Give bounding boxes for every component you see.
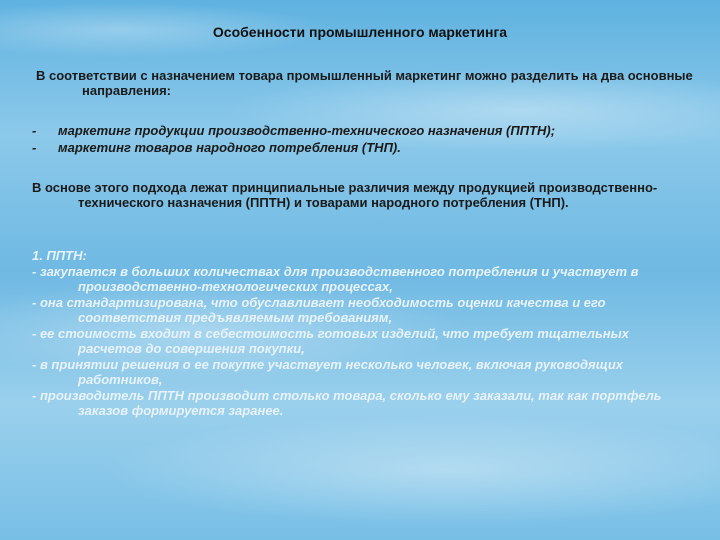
pptn-heading: 1. ППТН:: [32, 248, 87, 263]
slide-title: Особенности промышленного маркетинга: [212, 24, 508, 40]
basis-paragraph: [32, 180, 696, 210]
basis-text: В основе этого подхода лежат принципиальные различия между продукцией производственно-технического назначения (ППТН) и товарами народного потребления (ТНП).: [32, 180, 658, 210]
list-item: - закупается в больших количествах для производственного потребления и участвует в производственно-технологических процессах,: [32, 264, 639, 294]
list-dash: -: [32, 140, 37, 155]
list-dash: -: [32, 123, 37, 138]
direction-text: маркетинг товаров народного потребления (ТНП).: [58, 140, 401, 155]
directions-list: [32, 123, 696, 157]
list-item: - она стандартизирована, что обуславливает необходимость оценки качества и его соответствия предъявляемым требованиям,: [32, 295, 606, 325]
pptn-section: [32, 248, 696, 419]
list-item: [32, 140, 696, 157]
list-item: - производитель ППТН производит столько товара, сколько ему заказали, так как портфель заказов формируется заранее.: [32, 388, 662, 418]
intro-paragraph: [36, 68, 700, 98]
list-item: - в принятии решения о ее покупке участвует несколько человек, включая руководящих работников,: [32, 357, 624, 387]
intro-text: В соответствии с назначением товара промышленный маркетинг можно разделить на два основные направления:: [36, 68, 693, 98]
list-item: - ее стоимость входит в себестоимость готовых изделий, что требует тщательных расчетов до совершения покупки,: [32, 326, 629, 356]
direction-text: маркетинг продукции производственно-технического назначения (ППТН);: [58, 123, 556, 138]
list-item: [32, 123, 696, 140]
